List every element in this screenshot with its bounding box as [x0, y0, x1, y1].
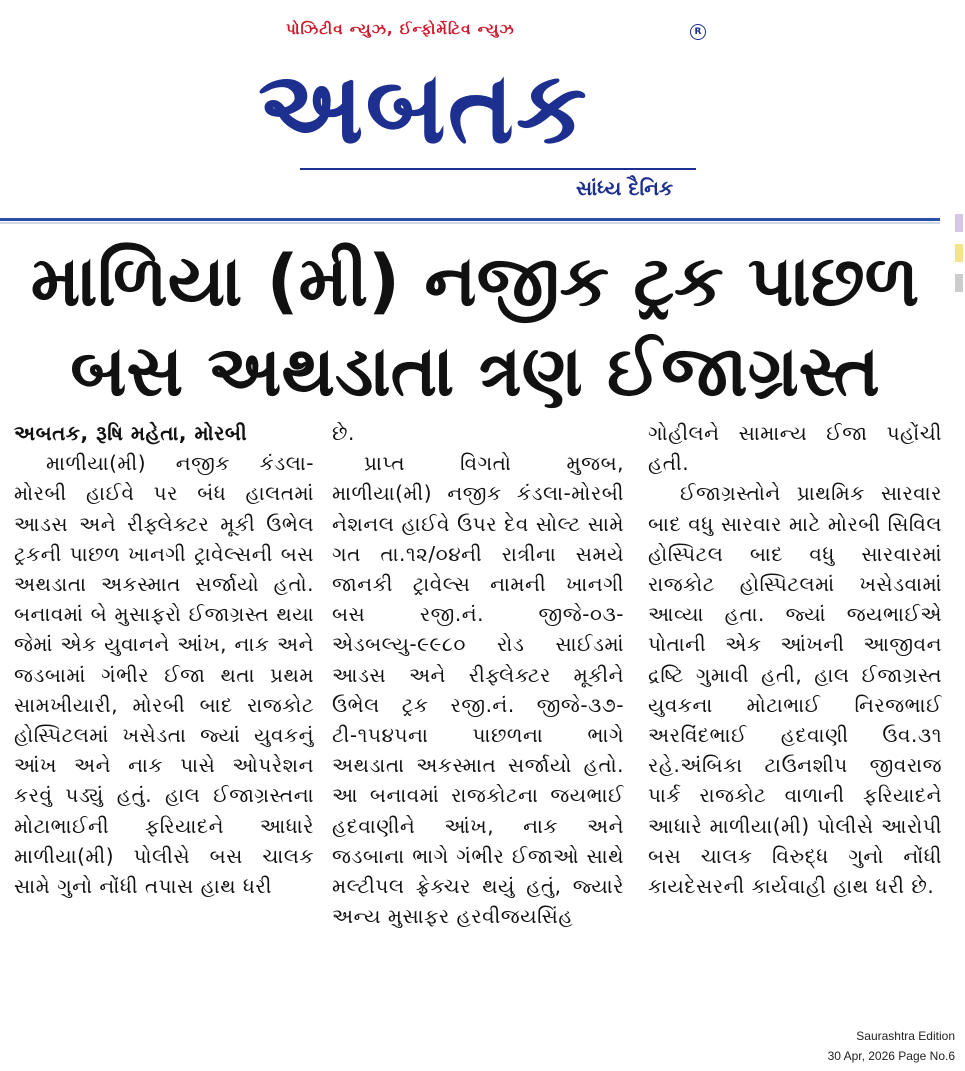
- header-divider: [0, 218, 940, 221]
- edge-swatch: [955, 274, 963, 292]
- article-column-1: [14, 418, 314, 1013]
- masthead: [0, 0, 965, 230]
- masthead-tagline: પોઝિટીવ ન્યુઝ, ઈન્ફોર્મેટિવ ન્યુઝ: [286, 20, 515, 38]
- page-footer: [828, 1026, 955, 1066]
- article-byline: અબતક, રૂષિ મહેતા, મોરબી: [14, 421, 248, 445]
- adjacent-page-edge: [955, 214, 965, 304]
- article-paragraph-continued: ગોહીલને સામાન્ય ઈજા પહોંચી હતી.: [648, 421, 942, 476]
- article-column-2: [332, 418, 624, 1013]
- registered-mark-icon: R: [690, 24, 706, 40]
- article-paragraph: પ્રાપ્ત વિગતો મુજબ, માળીયા(મી) નજીક કંડલા-મોરબી નેશનલ હાઈવે ઉપર દેવ સોલ્ટ સામે ગત તા.૧૨/૦૪ની રાત્રીના સમયે જાનકી ટ્રાવેલ્સ નામની ખાનગી બસ રજી.નં. જીજે-૦૩-એડબલ્યુ-૯૯૮૦ રોડ સાઈડમાં આડસ અને રીફ્લેક્ટર મૂકીને ઉભેલ ટ્રક રજી.નં. જીજે-૩૭-ટી-૧૫૪૫ના પાછળના ભાગે અથડાતા અકસ્માત સર્જાયો હતો. આ બનાવમાં રાજકોટના જયભાઈ હદવાણીને આંખ, નાક અને જડબાના ભાગે ગંભીર ઈજાઓ સાથે મલ્ટીપલ ફ્રેક્ચર થયું હતું, જ્યારે અન્ય મુસાફર હરવીજયસિંહ: [332, 451, 624, 929]
- logo-underline: [300, 168, 696, 170]
- date-page-label: 30 Apr, 2026 Page No.6: [827, 1049, 955, 1063]
- newspaper-logo: અબતક: [258, 49, 589, 166]
- article-headline: [10, 236, 940, 416]
- article-paragraph: ઈજાગ્રસ્તોને પ્રાથમિક સારવાર બાદ વધુ સારવાર માટે મોરબી સિવિલ હોસ્પિટલ બાદ વધુ સારવારમાં રાજકોટ હોસ્પિટલમાં ખસેડવામાં આવ્યા હતા. જ્યાં જયભાઈએ પોતાની એક આંખની આજીવન દ્રષ્ટિ ગુમાવી હતી, હાલ ઈજાગ્રસ્ત યુવકના મોટાભાઈ નિરજભાઈ અરવિંદભાઈ હદવાણી ઉવ.૩૧ રહે.અંબિકા ટાઉનશીપ જીવરાજ પાર્ક રાજકોટ વાળાની ફરિયાદને આધારે માળીયા(મી) પોલીસે આરોપી બસ ચાલક વિરુદ્ધ ગુનો નોંધી કાયદેસરની કાર્યવાહી હાથ ધરી છે.: [648, 481, 942, 899]
- header-divider-shadow: [0, 222, 940, 224]
- edge-swatch: [955, 214, 963, 232]
- edge-swatch: [955, 244, 963, 262]
- headline-line-2: બસ અથડાતા ત્રણ ઈજાગ્રસ્ત: [70, 330, 880, 412]
- edition-label: Saurashtra Edition: [856, 1029, 955, 1043]
- article-paragraph: માળીયા(મી) નજીક કંડલા-મોરબી હાઈવે પર બંધ હાલતમાં આડસ અને રીફ્લેક્ટર મૂકી ઉભેલ ટ્રકની પાછળ ખાનગી ટ્રાવેલ્સની બસ અથડાતા અકસ્માત સર્જાયો હતો. બનાવમાં બે મુસાફરો ઈજાગ્રસ્ત થયા જેમાં એક યુવાનને આંખ, નાક અને જડબામાં ગંભીર ઈજા થતા પ્રથમ સામખીયારી, મોરબી બાદ રાજકોટ હોસ્પિટલમાં ખસેડતા જ્યાં યુવકનું આંખ અને નાક પાસે ઓપરેશન કરવું પડ્યું હતું. હાલ ઈજાગ્રસ્તના મોટાભાઈની ફરિયાદને આધારે માળીયા(મી) પોલીસે બસ ચાલક સામે ગુનો નોંધી તપાસ હાથ ધરી: [14, 451, 314, 899]
- masthead-subtitle: સાંધ્ય દૈનિક: [576, 176, 674, 200]
- headline-line-1: માળિયા (મી) નજીક ટ્રક પાછળ: [30, 240, 920, 322]
- article-column-3: [648, 418, 942, 1013]
- article-paragraph-continued: છે.: [332, 421, 355, 445]
